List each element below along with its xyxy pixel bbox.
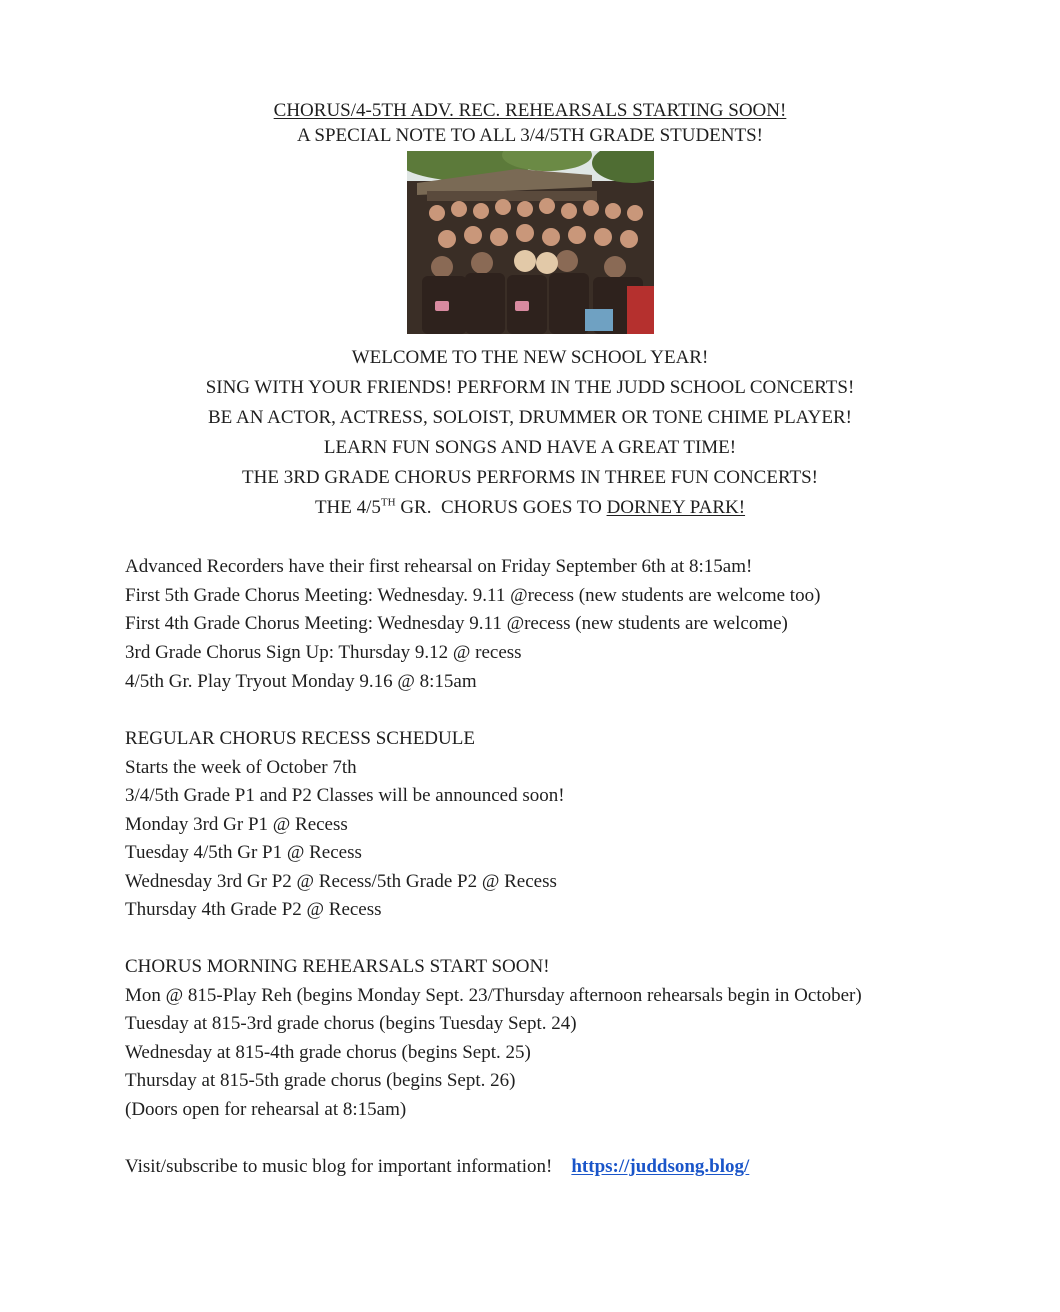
meeting-line: Advanced Recorders have their first rehearsal on Friday September 6th at 8:15am! [125, 556, 753, 577]
welcome-line: SING WITH YOUR FRIENDS! PERFORM IN THE JUDD SCHOOL CONCERTS! [205, 377, 855, 398]
blog-text: Visit/subscribe to music blog for important information! [125, 1156, 553, 1177]
meeting-line: 4/5th Gr. Play Tryout Monday 9.16 @ 8:15am [125, 671, 477, 692]
recess-line: Tuesday 4/5th Gr P1 @ Recess [125, 842, 362, 863]
meeting-line: First 4th Grade Chorus Meeting: Wednesday 9.11 @recess (new students are welcome) [125, 613, 788, 634]
recess-line: Starts the week of October 7th [125, 757, 357, 778]
superscript-th: TH [380, 496, 396, 509]
morning-line: Wednesday at 815-4th grade chorus (begins Sept. 25) [125, 1042, 531, 1063]
morning-rehearsals-heading: CHORUS MORNING REHEARSALS START SOON! [125, 956, 550, 977]
dorney-prefix: THE 4/5 [314, 497, 381, 518]
recess-line: Thursday 4th Grade P2 @ Recess [125, 899, 382, 920]
welcome-line: THE 3RD GRADE CHORUS PERFORMS IN THREE FUN CONCERTS! [242, 467, 818, 488]
dorney-park-text: DORNEY PARK! [606, 497, 746, 518]
chorus-group-photo [407, 151, 654, 334]
welcome-line: WELCOME TO THE NEW SCHOOL YEAR! [351, 347, 709, 368]
flyer-subtitle: A SPECIAL NOTE TO ALL 3/4/5TH GRADE STUDENTS! [296, 125, 764, 146]
morning-line: Thursday at 815-5th grade chorus (begins Sept. 26) [125, 1070, 516, 1091]
welcome-line: BE AN ACTOR, ACTRESS, SOLOIST, DRUMMER OR TONE CHIME PLAYER! [208, 407, 852, 428]
blog-link[interactable]: https://juddsong.blog/ [571, 1156, 750, 1177]
morning-line: Tuesday at 815-3rd grade chorus (begins Tuesday Sept. 24) [125, 1013, 577, 1034]
meeting-line: First 5th Grade Chorus Meeting: Wednesday. 9.11 @recess (new students are welcome too) [125, 585, 821, 606]
flyer-title: CHORUS/4-5TH ADV. REC. REHEARSALS STARTING SOON! [273, 100, 787, 121]
welcome-line: LEARN FUN SONGS AND HAVE A GREAT TIME! [323, 437, 737, 458]
recess-line: Monday 3rd Gr P1 @ Recess [125, 814, 348, 835]
dorney-park-line [0, 497, 1060, 519]
morning-line: Mon @ 815-Play Reh (begins Monday Sept. 23/Thursday afternoon rehearsals begin in October) [125, 985, 862, 1006]
blog-line [125, 1156, 749, 1178]
dorney-middle: GR. CHORUS GOES TO [395, 497, 607, 518]
recess-line: Wednesday 3rd Gr P2 @ Recess/5th Grade P2 @ Recess [125, 871, 557, 892]
meeting-line: 3rd Grade Chorus Sign Up: Thursday 9.12 @ recess [125, 642, 522, 663]
morning-line: (Doors open for rehearsal at 8:15am) [125, 1099, 407, 1120]
recess-schedule-heading: REGULAR CHORUS RECESS SCHEDULE [125, 728, 475, 749]
recess-line: 3/4/5th Grade P1 and P2 Classes will be announced soon! [125, 785, 565, 806]
